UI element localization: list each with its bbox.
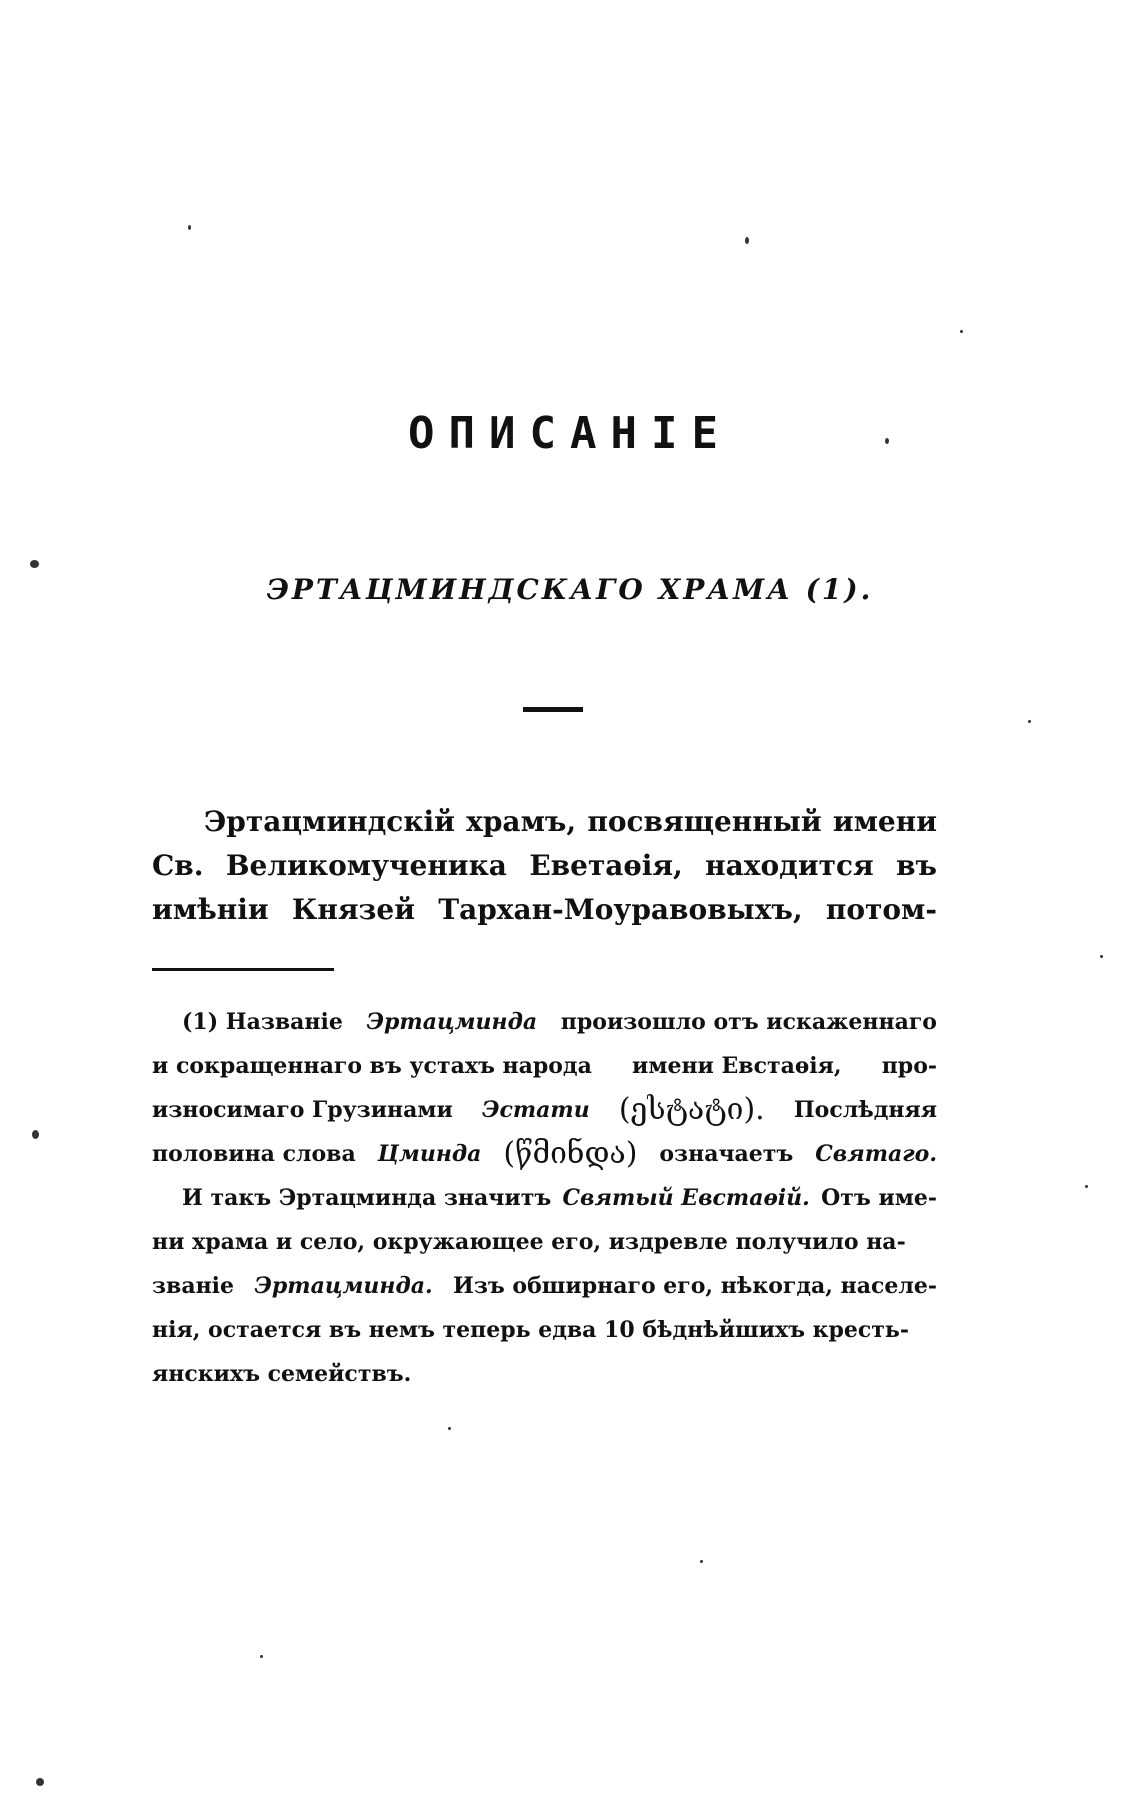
footnote-line bbox=[152, 1264, 937, 1308]
footnote-line bbox=[152, 1044, 937, 1088]
footnote-text: званіе bbox=[152, 1273, 235, 1299]
footnote-italic: Святаго. bbox=[815, 1141, 937, 1167]
footnote bbox=[152, 1000, 937, 1396]
footnote-line bbox=[152, 1352, 937, 1396]
speck bbox=[745, 237, 749, 244]
footnote-text: имени Евстаѳія, bbox=[632, 1053, 842, 1079]
speck bbox=[188, 225, 191, 230]
word: Тархан-Моуравовыхъ, bbox=[438, 893, 803, 926]
speck bbox=[1028, 720, 1031, 723]
speck bbox=[960, 330, 963, 333]
paragraph-line bbox=[152, 844, 937, 888]
footnote-text: янскихъ семействъ. bbox=[152, 1361, 412, 1387]
word: посвященный bbox=[587, 805, 822, 838]
footnote-line bbox=[152, 1088, 937, 1132]
footnote-italic: Святый Евстаѳій. bbox=[562, 1185, 810, 1211]
page-subtitle: ЭРТАЦМИНДСКАГО ХРАМА (1). bbox=[266, 573, 874, 606]
footnote-text: Отъ име- bbox=[821, 1185, 937, 1211]
footnote-italic: Эртацминда bbox=[366, 1009, 538, 1035]
footnote-line bbox=[152, 1308, 937, 1352]
footnote-line bbox=[152, 1220, 937, 1264]
word: имени bbox=[832, 805, 937, 838]
word: храмъ, bbox=[466, 805, 577, 838]
footnote-text: (1) Названіе bbox=[182, 1009, 343, 1035]
title-divider bbox=[523, 707, 583, 712]
speck bbox=[30, 560, 39, 568]
footnote-text: Послѣдняя bbox=[793, 1097, 937, 1123]
footnote-italic: Эртацминда. bbox=[254, 1273, 433, 1299]
footnote-text: про- bbox=[881, 1053, 937, 1079]
footnote-text: нія, остается въ немъ теперь едва 10 бѣднѣйшихъ кресть- bbox=[152, 1317, 909, 1343]
word: Св. bbox=[152, 849, 204, 882]
footnote-line bbox=[152, 1176, 937, 1220]
footnote-italic: Цминда bbox=[377, 1141, 482, 1167]
footnote-text: означаетъ bbox=[659, 1141, 794, 1167]
footnote-line bbox=[152, 1000, 937, 1044]
footnote-text: половина слова bbox=[152, 1141, 356, 1167]
speck bbox=[32, 1130, 39, 1139]
speck bbox=[448, 1427, 451, 1430]
word: Князей bbox=[291, 893, 416, 926]
footnote-text: Изъ обширнаго его, нѣкогда, населе- bbox=[453, 1273, 937, 1299]
word: имѣніи bbox=[152, 893, 269, 926]
speck bbox=[36, 1778, 44, 1786]
page-title: ОПИСАНІЕ bbox=[408, 408, 732, 459]
georgian-word: (ესტატი). bbox=[618, 1092, 765, 1127]
word: находится bbox=[705, 849, 874, 882]
footnote-italic: Эстати bbox=[481, 1097, 590, 1123]
speck bbox=[885, 438, 889, 444]
speck bbox=[1085, 1185, 1088, 1188]
footnote-divider bbox=[152, 968, 334, 971]
speck bbox=[260, 1655, 263, 1658]
main-paragraph bbox=[152, 800, 937, 932]
footnote-text: и сокращеннаго въ устахъ народа bbox=[152, 1053, 592, 1079]
footnote-text: произошло отъ искаженнаго bbox=[560, 1009, 937, 1035]
footnote-text: ни храма и село, окружающее его, издревле получило на- bbox=[152, 1229, 906, 1255]
word: въ bbox=[896, 849, 937, 882]
paragraph-line bbox=[152, 800, 937, 844]
speck bbox=[700, 1560, 703, 1563]
word: Эртацминдскій bbox=[204, 805, 455, 838]
word: потом- bbox=[825, 893, 937, 926]
word: Великомученика bbox=[225, 849, 507, 882]
footnote-text: износимаго Грузинами bbox=[152, 1097, 453, 1123]
georgian-word: (წმინდა) bbox=[503, 1136, 638, 1171]
footnote-text: И такъ Эртацминда значитъ bbox=[182, 1185, 552, 1211]
word: Еветаѳія, bbox=[529, 849, 683, 882]
speck bbox=[1100, 955, 1103, 958]
paragraph-line bbox=[152, 888, 937, 932]
footnote-line bbox=[152, 1132, 937, 1176]
